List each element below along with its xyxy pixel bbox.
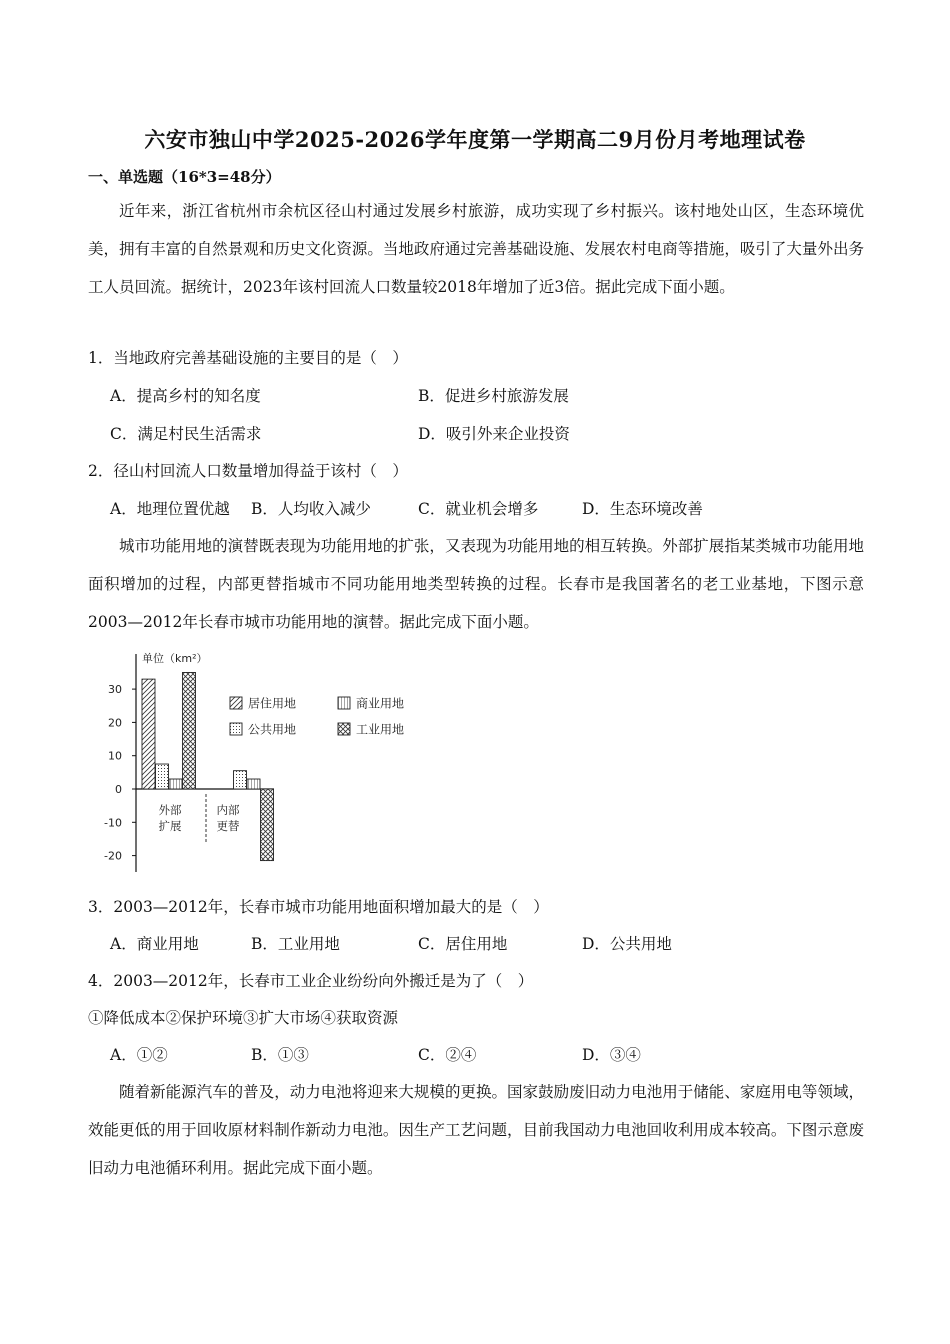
passage-1: 近年来，浙江省杭州市余杭区径山村通过发展乡村旅游，成功实现了乡村振兴。该村地处山区，生态环境优美，拥有丰富的自然景观和历史文化资源。当地政府通过完善基础设施、发展农村电商等措施，吸引了大量外出务工人员回流。据统计，2023年该村回流人口数量较2018年增加了近3倍。据此完成下面小题。	[88, 202, 864, 296]
bar-公共用地-内部更替	[234, 771, 247, 789]
q1-option-b: B．促进乡村旅游发展	[418, 387, 569, 405]
legend-label: 居住用地	[248, 696, 297, 711]
question-1-stem: 1．当地政府完善基础设施的主要目的是（ ）	[88, 349, 408, 367]
legend-label: 商业用地	[356, 696, 405, 711]
legend-swatch	[338, 697, 350, 709]
q1-option-c: C．满足村民生活需求	[110, 425, 262, 443]
q3-option-c: C．居住用地	[418, 935, 508, 953]
q2-option-c: C．就业机会增多	[418, 500, 539, 518]
category-label: 扩展	[158, 819, 182, 833]
category-label: 内部	[216, 803, 240, 817]
bar-商业用地-外部扩展	[169, 779, 182, 789]
y-tick-label: 30	[108, 683, 122, 697]
category-label: 更替	[216, 819, 240, 833]
section-heading: 一、单选题（16*3=48分）	[88, 168, 281, 186]
q2-option-d: D．生态环境改善	[582, 500, 703, 518]
q3-option-a: A．商业用地	[110, 935, 199, 953]
bar-商业用地-内部更替	[247, 779, 260, 789]
y-tick-label: -10	[104, 816, 122, 830]
y-tick-label: -20	[104, 849, 122, 863]
q4-option-b: B．①③	[251, 1046, 309, 1064]
exam-title: 六安市独山中学2025-2026学年度第一学期高二9月份月考地理试卷	[144, 127, 806, 152]
category-label: 外部	[158, 803, 182, 817]
q2-option-b: B．人均收入减少	[251, 500, 371, 518]
q4-option-c: C．②④	[418, 1046, 477, 1064]
bar-工业用地-内部更替	[261, 789, 274, 861]
question-3-stem: 3．2003—2012年，长春市城市功能用地面积增加最大的是（ ）	[88, 898, 549, 916]
land-use-bar-chart	[88, 644, 448, 880]
q3-option-d: D．公共用地	[582, 935, 672, 953]
legend-label: 工业用地	[356, 722, 405, 737]
q1-option-a: A．提高乡村的知名度	[110, 387, 261, 405]
y-tick-label: 10	[108, 749, 122, 763]
question-4-stem: 4．2003—2012年，长春市工业企业纷纷向外搬迁是为了（ ）	[88, 972, 534, 990]
bar-工业用地-外部扩展	[183, 672, 196, 789]
legend-label: 公共用地	[248, 722, 297, 737]
legend-swatch	[230, 697, 242, 709]
legend-swatch	[230, 723, 242, 735]
y-tick-label: 0	[115, 783, 122, 796]
chart-unit-label: 单位（km²）	[142, 652, 208, 665]
q4-option-d: D．③④	[582, 1046, 641, 1064]
question-4-choices: ①降低成本②保护环境③扩大市场④获取资源	[88, 1009, 399, 1027]
bar-居住用地-外部扩展	[142, 679, 155, 789]
q2-option-a: A．地理位置优越	[110, 500, 230, 518]
q3-option-b: B．工业用地	[251, 935, 340, 953]
q4-option-a: A．①②	[110, 1046, 168, 1064]
question-2-stem: 2．径山村回流人口数量增加得益于该村（ ）	[88, 462, 408, 480]
passage-3: 随着新能源汽车的普及，动力电池将迎来大规模的更换。国家鼓励废旧动力电池用于储能、家庭用电等领域，效能更低的用于回收原材料制作新动力电池。因生产工艺问题，目前我国动力电池回收利用成本较高。下图示意废旧动力电池循环利用。据此完成下面小题。	[88, 1083, 864, 1177]
passage-2: 城市功能用地的演替既表现为功能用地的扩张，又表现为功能用地的相互转换。外部扩展指某类城市功能用地面积增加的过程，内部更替指城市不同功能用地类型转换的过程。长春市是我国著名的老工业基地，下图示意2003—2012年长春市城市功能用地的演替。据此完成下面小题。	[88, 537, 864, 631]
y-tick-label: 20	[108, 716, 122, 730]
q1-option-d: D．吸引外来企业投资	[418, 425, 570, 443]
legend-swatch	[338, 723, 350, 735]
bar-公共用地-外部扩展	[156, 764, 169, 789]
